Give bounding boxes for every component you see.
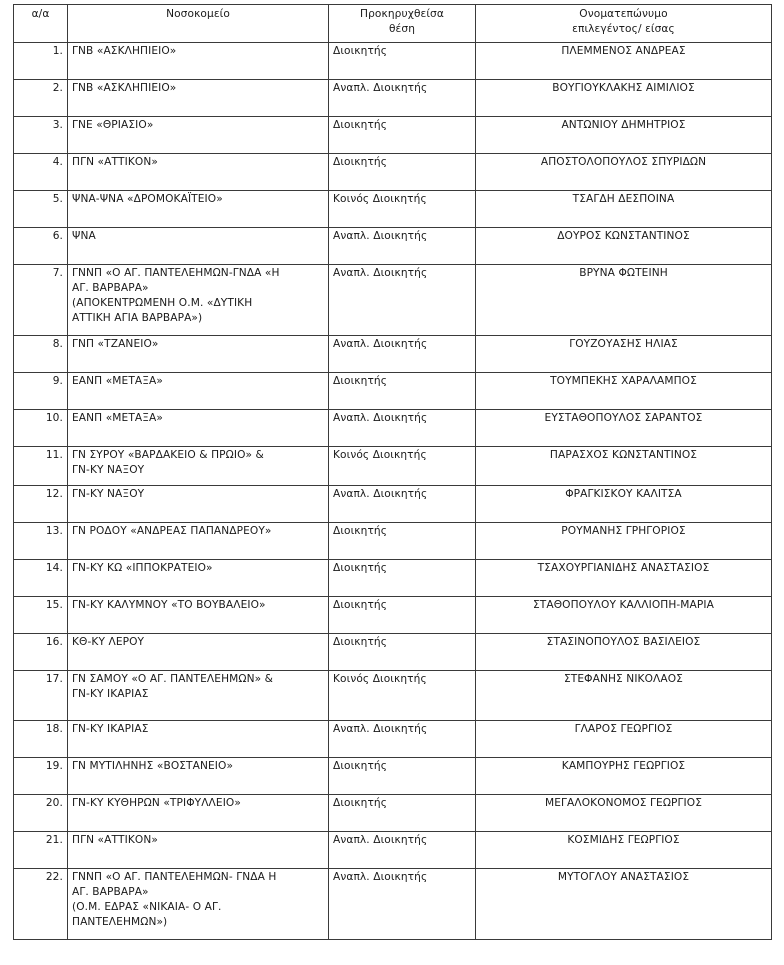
hospital-line: (ΑΠΟΚΕΝΤΡΩΜΕΝΗ Ο.Μ. «ΔΥΤΙΚΗ [72,297,253,309]
table-row [14,373,772,410]
table-header [14,5,772,43]
position-cell: Διοικητής [329,43,476,80]
hospital-line: ΓΝΒ «ΑΣΚΛΗΠΙΕΙΟ» [72,82,177,94]
appointee-name-cell: ΔΟΥΡΟΣ ΚΩΝΣΤΑΝΤΙΝΟΣ [476,228,772,265]
hospital-cell [68,191,329,228]
position-cell: Διοικητής [329,117,476,154]
hospital-line: ΑΤΤΙΚΗ ΑΓΙΑ ΒΑΡΒΑΡΑ») [72,312,203,324]
row-number: 8. [14,336,68,373]
hospital-line: ΓΝ-ΚΥ ΙΚΑΡΙΑΣ [72,688,149,700]
position-cell: Αναπλ. Διοικητής [329,228,476,265]
table-row [14,228,772,265]
table-row [14,634,772,671]
table-row [14,117,772,154]
table-row [14,721,772,758]
table-row [14,191,772,228]
hospital-cell [68,486,329,523]
appointee-name-cell: ΤΣΑΧΟΥΡΓΙΑΝΙΔΗΣ ΑΝΑΣΤΑΣΙΟΣ [476,560,772,597]
header-row [14,5,772,43]
hospital-cell [68,43,329,80]
appointee-name-cell: ΣΤΑΘΟΠΟΥΛΟΥ ΚΑΛΛΙΟΠΗ-ΜΑΡΙΑ [476,597,772,634]
hospital-line: ΓΝΒ «ΑΣΚΛΗΠΙΕΙΟ» [72,45,177,57]
row-number: 2. [14,80,68,117]
position-cell: Αναπλ. Διοικητής [329,80,476,117]
hospital-cell [68,117,329,154]
hospital-cell [68,154,329,191]
hospital-cell [68,336,329,373]
position-cell: Διοικητής [329,154,476,191]
position-cell: Αναπλ. Διοικητής [329,265,476,336]
appointee-name-cell: ΓΟΥΖΟΥΑΣΗΣ ΗΛΙΑΣ [476,336,772,373]
row-number: 12. [14,486,68,523]
header-hospital: Νοσοκομείο [68,5,329,43]
row-number: 20. [14,795,68,832]
hospital-line: ΓΝΝΠ «Ο ΑΓ. ΠΑΝΤΕΛΕΗΜΩΝ-ΓΝΔΑ «Η [72,267,280,279]
position-cell: Κοινός Διοικητής [329,447,476,486]
hospital-line: ΚΘ-ΚΥ ΛΕΡΟΥ [72,636,145,648]
row-number: 1. [14,43,68,80]
row-number: 13. [14,523,68,560]
header-position-line1: Προκηρυχθείσα [360,8,444,20]
appointee-name-cell: ΚΑΜΠΟΥΡΗΣ ΓΕΩΡΓΙΟΣ [476,758,772,795]
hospital-cell [68,80,329,117]
appointments-table [13,4,772,940]
row-number: 16. [14,634,68,671]
position-cell: Αναπλ. Διοικητής [329,869,476,940]
hospital-cell [68,671,329,721]
position-cell: Διοικητής [329,795,476,832]
hospital-cell [68,597,329,634]
appointee-name-cell: ΜΕΓΑΛΟΚΟΝΟΜΟΣ ΓΕΩΡΓΙΟΣ [476,795,772,832]
row-number: 18. [14,721,68,758]
position-cell: Κοινός Διοικητής [329,191,476,228]
position-cell: Διοικητής [329,634,476,671]
row-number: 15. [14,597,68,634]
appointee-name-cell: ΦΡΑΓΚΙΣΚΟΥ ΚΑΛΙΤΣΑ [476,486,772,523]
hospital-cell [68,721,329,758]
header-name-line1: Ονοματεπώνυμο [579,8,668,20]
hospital-line: ΓΝ-ΚΥ ΝΑΞΟΥ [72,464,145,476]
row-number: 6. [14,228,68,265]
header-position [329,5,476,43]
appointee-name-cell: ΓΛΑΡΟΣ ΓΕΩΡΓΙΟΣ [476,721,772,758]
appointee-name-cell: ΑΠΟΣΤΟΛΟΠΟΥΛΟΣ ΣΠΥΡΙΔΩΝ [476,154,772,191]
appointee-name-cell: ΤΣΑΓΔΗ ΔΕΣΠΟΙΝΑ [476,191,772,228]
hospital-line: ΕΑΝΠ «ΜΕΤΑΞΑ» [72,375,163,387]
hospital-line: ΨΝΑ [72,230,96,242]
position-cell: Αναπλ. Διοικητής [329,721,476,758]
hospital-cell [68,373,329,410]
hospital-line: ΓΝ-ΚΥ ΝΑΞΟΥ [72,488,145,500]
hospital-cell [68,758,329,795]
table-row [14,336,772,373]
table-row [14,758,772,795]
position-cell: Αναπλ. Διοικητής [329,486,476,523]
table-row [14,795,772,832]
position-cell: Διοικητής [329,597,476,634]
position-cell: Διοικητής [329,560,476,597]
row-number: 22. [14,869,68,940]
hospital-cell [68,228,329,265]
row-number: 19. [14,758,68,795]
hospital-line: ΓΝΠ «ΤΖΑΝΕΙΟ» [72,338,159,350]
hospital-cell [68,523,329,560]
position-cell: Αναπλ. Διοικητής [329,410,476,447]
table-body [14,43,772,940]
table-row [14,80,772,117]
position-cell: Διοικητής [329,373,476,410]
hospital-line: ΓΝ ΜΥΤΙΛΗΝΗΣ «ΒΟΣΤΑΝΕΙΟ» [72,760,234,772]
position-cell: Κοινός Διοικητής [329,671,476,721]
row-number: 9. [14,373,68,410]
row-number: 21. [14,832,68,869]
row-number: 11. [14,447,68,486]
table-row [14,671,772,721]
header-name [476,5,772,43]
header-name-line2: επιλεγέντος/ είσας [572,23,675,35]
hospital-line: ΓΝΕ «ΘΡΙΑΣΙΟ» [72,119,154,131]
hospital-line: ΓΝ-ΚΥ ΚΥΘΗΡΩΝ «ΤΡΙΦΥΛΛΕΙΟ» [72,797,241,809]
hospital-cell [68,265,329,336]
table-row [14,447,772,486]
appointee-name-cell: ΒΟΥΓΙΟΥΚΛΑΚΗΣ ΑΙΜΙΛΙΟΣ [476,80,772,117]
position-cell: Διοικητής [329,758,476,795]
appointee-name-cell: ΕΥΣΤΑΘΟΠΟΥΛΟΣ ΣΑΡΑΝΤΟΣ [476,410,772,447]
hospital-line: ΓΝ-ΚΥ ΚΑΛΥΜΝΟΥ «ΤΟ ΒΟΥΒΑΛΕΙΟ» [72,599,266,611]
row-number: 3. [14,117,68,154]
table-row [14,869,772,940]
hospital-line: ΓΝ-ΚΥ ΙΚΑΡΙΑΣ [72,723,149,735]
hospital-cell [68,410,329,447]
header-position-line2: θέση [388,23,416,35]
position-cell: Αναπλ. Διοικητής [329,832,476,869]
hospital-line: ΠΑΝΤΕΛΕΗΜΩΝ») [72,916,168,928]
hospital-cell [68,832,329,869]
hospital-cell [68,560,329,597]
table-row [14,265,772,336]
appointee-name-cell: ΠΛΕΜΜΕΝΟΣ ΑΝΔΡΕΑΣ [476,43,772,80]
table-row [14,410,772,447]
appointee-name-cell: ΤΟΥΜΠΕΚΗΣ ΧΑΡΑΛΑΜΠΟΣ [476,373,772,410]
appointee-name-cell: ΠΑΡΑΣΧΟΣ ΚΩΝΣΤΑΝΤΙΝΟΣ [476,447,772,486]
appointee-name-cell: ΚΟΣΜΙΔΗΣ ΓΕΩΡΓΙΟΣ [476,832,772,869]
table-row [14,486,772,523]
position-cell: Διοικητής [329,523,476,560]
hospital-line: ΓΝ-ΚΥ ΚΩ «ΙΠΠΟΚΡΑΤΕΙΟ» [72,562,213,574]
table-row [14,832,772,869]
table-row [14,154,772,191]
position-cell: Αναπλ. Διοικητής [329,336,476,373]
row-number: 10. [14,410,68,447]
hospital-cell [68,869,329,940]
appointee-name-cell: ΑΝΤΩΝΙΟΥ ΔΗΜΗΤΡΙΟΣ [476,117,772,154]
hospital-line: ΠΓΝ «ΑΤΤΙΚΟΝ» [72,156,158,168]
appointee-name-cell: ΜΥΤΟΓΛΟΥ ΑΝΑΣΤΑΣΙΟΣ [476,869,772,940]
row-number: 7. [14,265,68,336]
appointee-name-cell: ΡΟΥΜΑΝΗΣ ΓΡΗΓΟΡΙΟΣ [476,523,772,560]
appointee-name-cell: ΣΤΑΣΙΝΟΠΟΥΛΟΣ ΒΑΣΙΛΕΙΟΣ [476,634,772,671]
hospital-line: (Ο.Μ. ΕΔΡΑΣ «ΝΙΚΑΙΑ- Ο ΑΓ. [72,901,222,913]
hospital-line: ΓΝ ΣΥΡΟΥ «ΒΑΡΔΑΚΕΙΟ & ΠΡΩΙΟ» & [72,449,264,461]
hospital-line: ΨΝΑ-ΨΝΑ «ΔΡΟΜΟΚΑΪΤΕΙΟ» [72,193,223,205]
hospital-line: ΑΓ. ΒΑΡΒΑΡΑ» [72,886,149,898]
hospital-line: ΑΓ. ΒΑΡΒΑΡΑ» [72,282,149,294]
hospital-line: ΕΑΝΠ «ΜΕΤΑΞΑ» [72,412,163,424]
row-number: 14. [14,560,68,597]
appointee-name-cell: ΣΤΕΦΑΝΗΣ ΝΙΚΟΛΑΟΣ [476,671,772,721]
hospital-line: ΓΝ ΡΟΔΟΥ «ΑΝΔΡΕΑΣ ΠΑΠΑΝΔΡΕΟΥ» [72,525,272,537]
header-num: α/α [14,5,68,43]
table-row [14,597,772,634]
hospital-line: ΓΝ ΣΑΜΟΥ «Ο ΑΓ. ΠΑΝΤΕΛΕΗΜΩΝ» & [72,673,274,685]
hospital-line: ΓΝΝΠ «Ο ΑΓ. ΠΑΝΤΕΛΕΗΜΩΝ- ΓΝΔΑ Η [72,871,277,883]
table-row [14,560,772,597]
hospital-line: ΠΓΝ «ΑΤΤΙΚΟΝ» [72,834,158,846]
row-number: 4. [14,154,68,191]
hospital-cell [68,634,329,671]
row-number: 17. [14,671,68,721]
table-row [14,43,772,80]
row-number: 5. [14,191,68,228]
appointee-name-cell: ΒΡΥΝΑ ΦΩΤΕΙΝΗ [476,265,772,336]
hospital-cell [68,447,329,486]
table-row [14,523,772,560]
hospital-cell [68,795,329,832]
